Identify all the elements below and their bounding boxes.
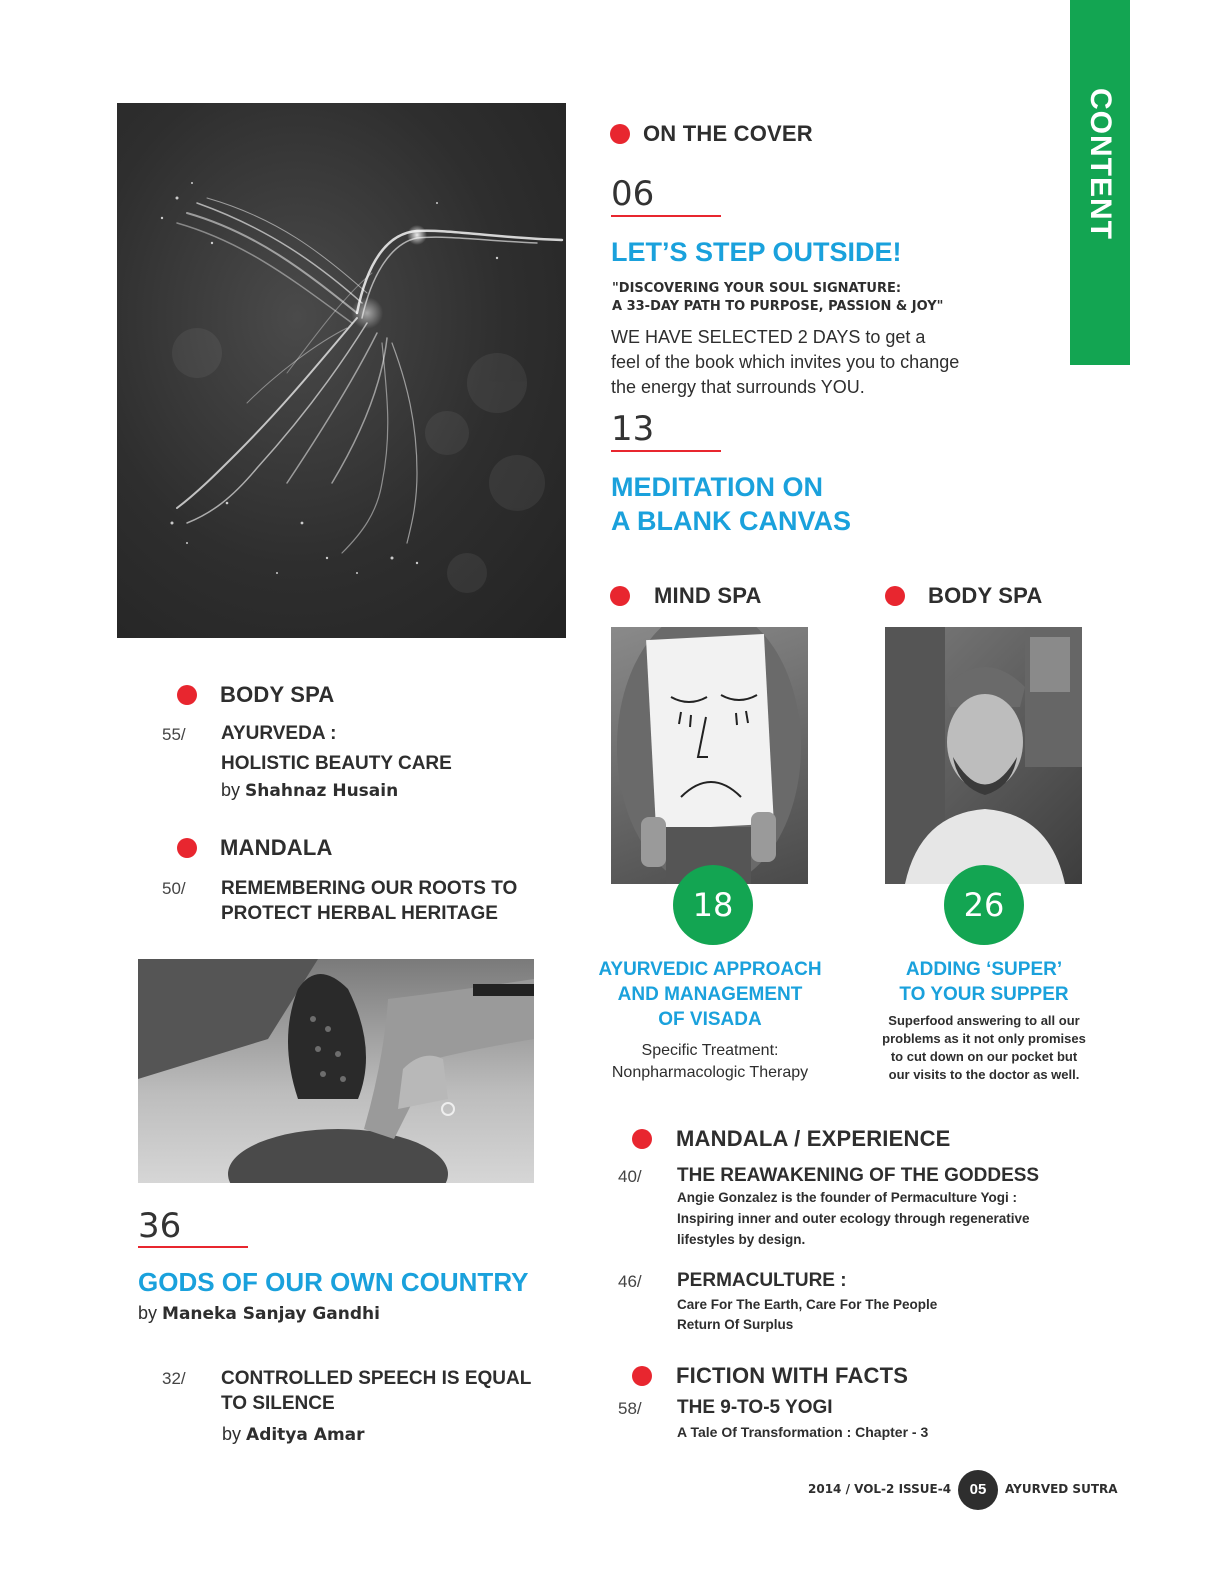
author-name: Shahnaz Husain [245,781,399,801]
footer-issue: 2014 / VOL-2 ISSUE-4 [808,1482,952,1496]
article-description: Nonpharmacologic Therapy [611,1064,809,1081]
page-number: 36 [138,1206,182,1246]
article-title-yogi[interactable]: THE 9-TO-5 YOGI [677,1397,833,1418]
cobra-image [138,959,534,1183]
section-bullet [610,124,630,144]
article-title-meditation[interactable]: MEDITATION ON [611,472,823,502]
article-description: lifestyles by design. [677,1232,806,1247]
section-bullet [885,586,905,606]
hummingbird-graphic [117,103,566,638]
section-title-mind-spa: MIND SPA [654,583,762,608]
article-subtitle: A 33-DAY PATH TO PURPOSE, PASSION & JOY" [612,299,944,314]
article-title-speech[interactable]: CONTROLLED SPEECH IS EQUAL [221,1368,532,1389]
section-bullet [177,685,197,705]
content-tab-label: CONTENT [1084,88,1117,240]
page-badge[interactable]: 18 [673,865,753,945]
article-title-visada[interactable]: OF VISADA [658,1009,762,1030]
author-name: Aditya Amar [246,1425,365,1445]
section-bullet [610,586,630,606]
article-description: Superfood answering to all our [888,1013,1080,1028]
section-bullet [632,1129,652,1149]
footer-magazine: AYURVED SUTRA [1005,1482,1118,1496]
hummingbird-image [117,103,566,638]
article-description: Specific Treatment: [641,1042,779,1059]
article-description: feel of the book which invites you to change [611,352,960,372]
article-title-visada[interactable]: AYURVEDIC APPROACH [598,959,822,980]
article-description: Angie Gonzalez is the founder of Permaculture Yogi : [677,1190,1018,1205]
author-name: Maneka Sanjay Gandhi [162,1304,380,1324]
article-description: to cut down on our pocket but [890,1049,1078,1064]
article-description: the energy that surrounds YOU. [611,377,865,397]
man-portrait-graphic [885,627,1082,884]
page-number: 32/ [162,1369,186,1388]
mind-spa-image [611,627,808,884]
face-paper-graphic [611,627,808,884]
article-title-meditation[interactable]: A BLANK CANVAS [611,506,851,536]
article-title-ayurveda[interactable]: HOLISTIC BEAUTY CARE [221,753,452,774]
by-label: by [221,780,241,800]
article-description: A Tale Of Transformation : Chapter - 3 [677,1424,929,1440]
article-description: Inspiring inner and outer ecology through regenerative [677,1211,1030,1226]
article-title-ayurveda[interactable]: AYURVEDA : [221,723,337,744]
article-title-gods[interactable]: GODS OF OUR OWN COUNTRY [138,1267,529,1297]
section-title-body-spa: BODY SPA [220,682,335,707]
author-line [138,1301,380,1327]
page-number: 50/ [162,879,186,898]
divider [611,215,721,217]
page-number: 58/ [618,1399,642,1418]
author-line [221,778,398,804]
article-title-goddess[interactable]: THE REAWAKENING OF THE GODDESS [677,1165,1040,1186]
article-title-superfood[interactable]: ADDING ‘SUPER’ [905,959,1063,980]
author-line [222,1422,365,1448]
article-title-permaculture[interactable]: PERMACULTURE : [677,1270,847,1291]
article-title-roots[interactable]: PROTECT HERBAL HERITAGE [221,903,498,924]
page-number: 55/ [162,725,186,744]
section-bullet [177,838,197,858]
section-title-fiction: FICTION WITH FACTS [676,1363,909,1388]
footer-page-number: 05 [958,1470,998,1510]
article-subtitle: "DISCOVERING YOUR SOUL SIGNATURE: [612,281,902,296]
article-title-visada[interactable]: AND MANAGEMENT [617,984,803,1005]
article-description: our visits to the doctor as well. [888,1067,1080,1082]
by-label: by [138,1303,158,1323]
cobra-graphic [138,959,534,1183]
by-label: by [222,1424,242,1444]
divider [138,1246,248,1248]
article-description: WE HAVE SELECTED 2 DAYS to get a [611,327,926,347]
body-spa-image [885,627,1082,884]
section-bullet [632,1366,652,1386]
page-number: 13 [611,409,655,449]
divider [611,450,721,452]
article-title-superfood[interactable]: TO YOUR SUPPER [899,984,1069,1005]
section-title-body-spa: BODY SPA [928,583,1043,608]
page-number: 46/ [618,1272,642,1291]
article-title-speech[interactable]: TO SILENCE [221,1393,335,1414]
section-title-mandala-experience: MANDALA / EXPERIENCE [676,1126,951,1151]
article-description: problems as it not only promises [882,1031,1086,1046]
section-title-on-the-cover: ON THE COVER [643,121,813,146]
article-description: Return Of Surplus [677,1317,794,1332]
article-description: Care For The Earth, Care For The People [677,1297,938,1312]
page-number: 06 [611,174,655,214]
article-title-roots[interactable]: REMEMBERING OUR ROOTS TO [221,878,518,899]
section-title-mandala: MANDALA [220,835,333,860]
article-title-lets-step-outside[interactable]: LET’S STEP OUTSIDE! [611,237,902,267]
content-tab [1070,0,1130,365]
page-number: 40/ [618,1167,642,1186]
page-badge[interactable]: 26 [944,865,1024,945]
